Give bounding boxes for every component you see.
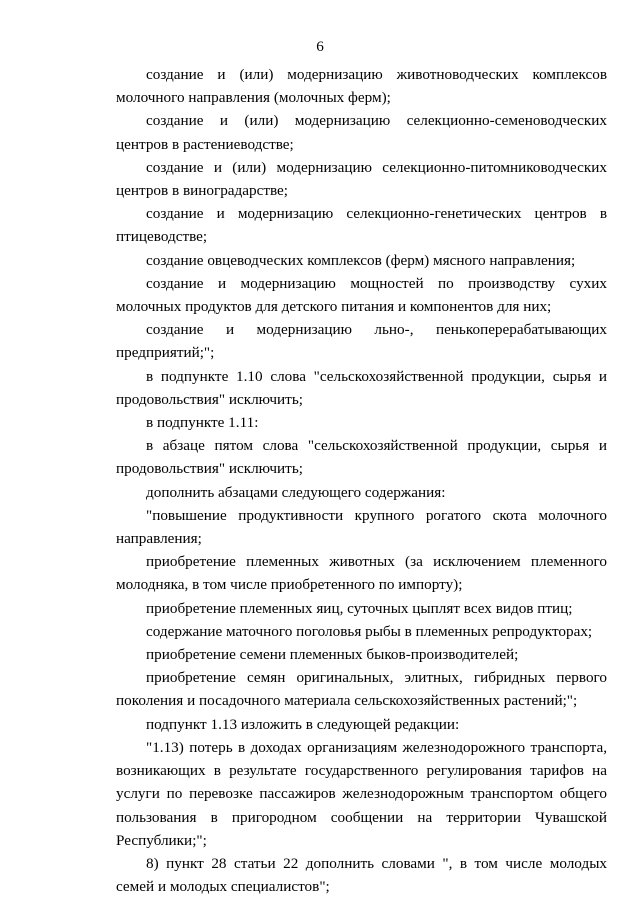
paragraph: создание и модернизацию льно-, пенькоперерабатывающих предприятий;";: [116, 321, 607, 362]
paragraph: создание и (или) модернизацию селекционно-питомниководческих центров в виноградарстве;: [116, 158, 607, 200]
paragraph: приобретение семян оригинальных, элитных, гибридных первого поколения и посадочного материала сельскохозяйственных растений;";: [116, 669, 607, 710]
paragraph: в подпункте 1.11:: [146, 414, 259, 432]
paragraph: дополнить абзацами следующего содержания:: [146, 483, 446, 501]
paragraph: содержание маточного поголовья рыбы в племенных репродукторах;: [146, 622, 593, 640]
paragraph: создание и модернизацию мощностей по производству сухих молочных продуктов для детского питания и компонентов для них;: [116, 274, 607, 316]
paragraph: приобретение племенных яиц, суточных цыплят всех видов птиц;: [146, 599, 573, 617]
paragraph: приобретение племенных животных (за исключением племенного молодняка, в том числе приобретенного по импорту);: [116, 553, 607, 594]
paragraph: "повышение продуктивности крупного рогатого скота молочного направления;: [116, 506, 607, 548]
page-number: 6: [316, 38, 324, 55]
paragraph: создание и (или) модернизацию селекционно-семеноводческих центров в растениеводстве;: [116, 112, 607, 153]
paragraph: создание овцеводческих комплексов (ферм) мясного направления;: [146, 251, 576, 269]
paragraph: в подпункте 1.10 слова "сельскохозяйственной продукции, сырья и продовольствия" исключить;: [116, 367, 607, 408]
paragraph: в абзаце пятом слова "сельскохозяйственной продукции, сырья и продовольствия" исключить;: [116, 437, 607, 478]
paragraph: создание и модернизацию селекционно-генетических центров в птицеводстве;: [116, 205, 607, 246]
paragraph: "1.13) потерь в доходах организациям железнодорожного транспорта, возникающих в результате государственного регулирования тарифов на услуги по перевозке пассажиров железнодорожным транспортом общего пользования в пригородном сообщении на территории Чувашской Республики;";: [116, 738, 607, 849]
paragraph: приобретение семени племенных быков-производителей;: [146, 646, 519, 664]
document-body: [116, 63, 607, 898]
paragraph: 8) пункт 28 статьи 22 дополнить словами ", в том числе молодых семей и молодых специалистов";: [116, 854, 607, 896]
paragraph: подпункт 1.13 изложить в следующей редакции:: [146, 715, 460, 733]
paragraph: создание и (или) модернизацию животноводческих комплексов молочного направления (молочных ферм);: [116, 66, 607, 107]
